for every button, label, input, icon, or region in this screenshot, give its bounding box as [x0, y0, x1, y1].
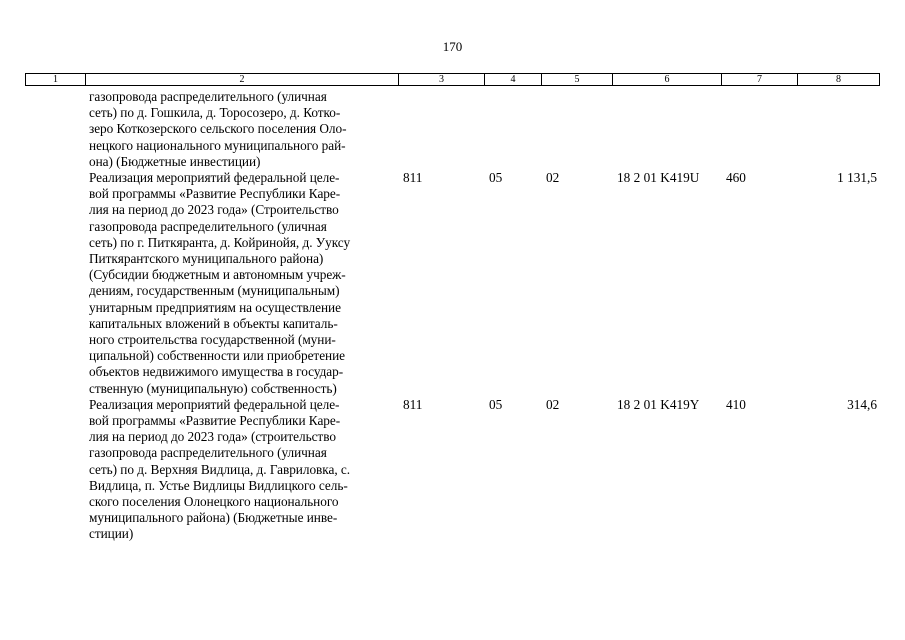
row-expense-type: 410 [726, 396, 746, 412]
row-amount: 1 131,5 [837, 170, 877, 186]
row-section-code: 05 [489, 396, 503, 412]
column-header-4: 4 [485, 74, 542, 86]
column-header-2: 2 [86, 74, 399, 86]
column-header-row [26, 74, 880, 86]
table-row [25, 89, 879, 170]
row-description: Реализация мероприятий федеральной целе- вой программы «Развитие Республики Каре- лия на период до 2023 года» (Строительство газопровода распределительного (уличная сеть) по г. Питкяранта, д. Койринойя, д. Ууксу Питкярантского муниципального района) (Субсидии бюджетным и автономным учреж- дениям, государственным (муниципальным) унитарным предприятиям на осуществление капитальных вложений в объекты капиталь- ного строительства государственной (муни- ципальной) собственности или приобретение объектов недвижимого имущества в государ- ственную (муниципальную) собственность) [89, 170, 351, 396]
column-header-5: 5 [542, 74, 613, 86]
column-header-table [25, 73, 880, 86]
page-number: 170 [442, 39, 463, 54]
column-header-8: 8 [798, 74, 880, 86]
column-header-3: 3 [399, 74, 485, 86]
table-row [25, 397, 879, 543]
row-section-code: 05 [489, 170, 503, 186]
row-target-article: 18 2 01 K419U [617, 170, 700, 186]
row-description: Реализация мероприятий федеральной целе- вой программы «Развитие Республики Каре- лия на период до 2023 года» (строительство газопровода распределительного (уличная сеть) по д. Верхняя Видлица, д. Гавриловка, с. Видлица, п. Устье Видлицы Видлицкого сель- ского поселения Олонецкого национального муниципального района) (Бюджетные инве- стиции) [89, 396, 351, 542]
row-amount: 314,6 [847, 396, 877, 412]
row-ministry-code: 811 [403, 396, 423, 412]
column-header-7: 7 [722, 74, 798, 86]
column-header-1: 1 [26, 74, 86, 86]
row-subsection-code: 02 [546, 396, 560, 412]
row-expense-type: 460 [726, 170, 746, 186]
row-subsection-code: 02 [546, 170, 560, 186]
row-ministry-code: 811 [403, 170, 423, 186]
table-body [25, 89, 879, 543]
column-header-6: 6 [613, 74, 722, 86]
row-target-article: 18 2 01 K419Y [617, 396, 700, 412]
row-description: газопровода распределительного (уличная сеть) по д. Гошкила, д. Торосозеро, д. Котко- зеро Коткозерского сельского поселения Оло- нецкого национального муниципального рай- она) (Бюджетные инвестиции) [89, 89, 347, 169]
table-row [25, 170, 879, 397]
